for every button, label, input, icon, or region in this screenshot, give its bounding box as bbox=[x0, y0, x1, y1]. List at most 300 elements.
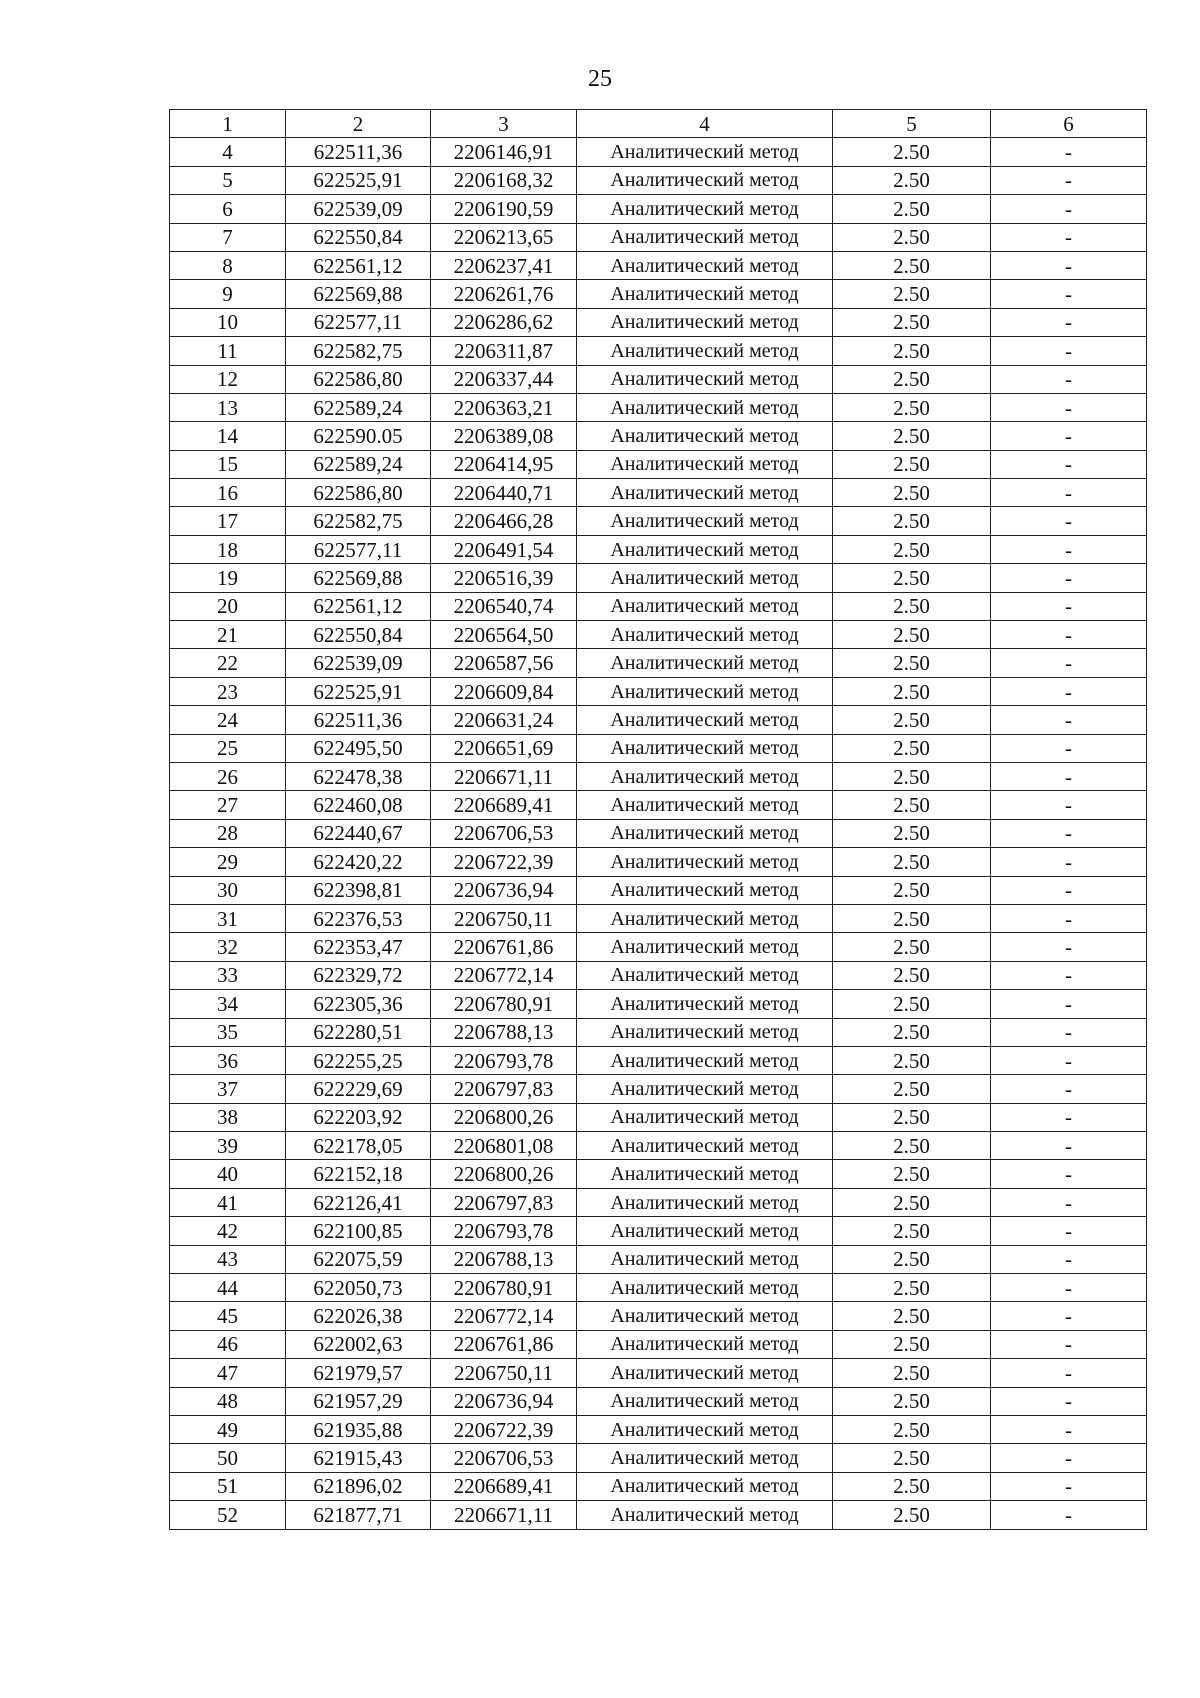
table-row bbox=[170, 1132, 1147, 1160]
table-row bbox=[170, 1415, 1147, 1443]
accuracy-cell: 2.50 bbox=[833, 904, 991, 932]
y-coordinate-cell: 2206761,86 bbox=[431, 933, 577, 961]
accuracy-cell: 2.50 bbox=[833, 592, 991, 620]
accuracy-cell: 2.50 bbox=[833, 677, 991, 705]
y-coordinate-cell: 2206750,11 bbox=[431, 904, 577, 932]
accuracy-cell: 2.50 bbox=[833, 507, 991, 535]
x-coordinate-cell: 622050,73 bbox=[286, 1274, 431, 1302]
point-number-cell: 4 bbox=[170, 138, 286, 166]
table-row bbox=[170, 1274, 1147, 1302]
method-cell: Аналитический метод bbox=[577, 1103, 833, 1131]
note-cell: - bbox=[991, 195, 1147, 223]
note-cell: - bbox=[991, 337, 1147, 365]
note-cell: - bbox=[991, 393, 1147, 421]
y-coordinate-cell: 2206389,08 bbox=[431, 422, 577, 450]
method-cell: Аналитический метод bbox=[577, 592, 833, 620]
x-coordinate-cell: 622586,80 bbox=[286, 479, 431, 507]
point-number-cell: 39 bbox=[170, 1132, 286, 1160]
table-row bbox=[170, 592, 1147, 620]
accuracy-cell: 2.50 bbox=[833, 535, 991, 563]
point-number-cell: 15 bbox=[170, 450, 286, 478]
accuracy-cell: 2.50 bbox=[833, 848, 991, 876]
y-coordinate-cell: 2206772,14 bbox=[431, 961, 577, 989]
method-cell: Аналитический метод bbox=[577, 848, 833, 876]
table-row bbox=[170, 1188, 1147, 1216]
x-coordinate-cell: 622561,12 bbox=[286, 251, 431, 279]
note-cell: - bbox=[991, 1217, 1147, 1245]
method-cell: Аналитический метод bbox=[577, 961, 833, 989]
point-number-cell: 41 bbox=[170, 1188, 286, 1216]
point-number-cell: 46 bbox=[170, 1330, 286, 1358]
y-coordinate-cell: 2206722,39 bbox=[431, 848, 577, 876]
point-number-cell: 5 bbox=[170, 166, 286, 194]
point-number-cell: 25 bbox=[170, 734, 286, 762]
accuracy-cell: 2.50 bbox=[833, 564, 991, 592]
note-cell: - bbox=[991, 1103, 1147, 1131]
y-coordinate-cell: 2206797,83 bbox=[431, 1188, 577, 1216]
x-coordinate-cell: 622582,75 bbox=[286, 507, 431, 535]
point-number-cell: 38 bbox=[170, 1103, 286, 1131]
x-coordinate-cell: 622577,11 bbox=[286, 308, 431, 336]
y-coordinate-cell: 2206261,76 bbox=[431, 280, 577, 308]
table-row bbox=[170, 677, 1147, 705]
point-number-cell: 44 bbox=[170, 1274, 286, 1302]
point-number-cell: 51 bbox=[170, 1472, 286, 1500]
method-cell: Аналитический метод bbox=[577, 677, 833, 705]
point-number-cell: 37 bbox=[170, 1075, 286, 1103]
x-coordinate-cell: 622376,53 bbox=[286, 904, 431, 932]
accuracy-cell: 2.50 bbox=[833, 365, 991, 393]
y-coordinate-cell: 2206706,53 bbox=[431, 819, 577, 847]
note-cell: - bbox=[991, 592, 1147, 620]
method-cell: Аналитический метод bbox=[577, 990, 833, 1018]
table-row bbox=[170, 933, 1147, 961]
note-cell: - bbox=[991, 1501, 1147, 1529]
note-cell: - bbox=[991, 138, 1147, 166]
table-header bbox=[170, 110, 1147, 138]
y-coordinate-cell: 2206689,41 bbox=[431, 1472, 577, 1500]
method-cell: Аналитический метод bbox=[577, 706, 833, 734]
column-header: 2 bbox=[286, 110, 431, 138]
point-number-cell: 22 bbox=[170, 649, 286, 677]
table-row bbox=[170, 762, 1147, 790]
note-cell: - bbox=[991, 734, 1147, 762]
table-row bbox=[170, 1217, 1147, 1245]
accuracy-cell: 2.50 bbox=[833, 280, 991, 308]
x-coordinate-cell: 622539,09 bbox=[286, 195, 431, 223]
table-row bbox=[170, 1245, 1147, 1273]
method-cell: Аналитический метод bbox=[577, 1359, 833, 1387]
table-row bbox=[170, 507, 1147, 535]
accuracy-cell: 2.50 bbox=[833, 621, 991, 649]
y-coordinate-cell: 2206797,83 bbox=[431, 1075, 577, 1103]
accuracy-cell: 2.50 bbox=[833, 1415, 991, 1443]
table-row bbox=[170, 734, 1147, 762]
x-coordinate-cell: 622178,05 bbox=[286, 1132, 431, 1160]
point-number-cell: 7 bbox=[170, 223, 286, 251]
method-cell: Аналитический метод bbox=[577, 1415, 833, 1443]
column-header: 3 bbox=[431, 110, 577, 138]
x-coordinate-cell: 621877,71 bbox=[286, 1501, 431, 1529]
table-row bbox=[170, 1501, 1147, 1529]
method-cell: Аналитический метод bbox=[577, 393, 833, 421]
note-cell: - bbox=[991, 1245, 1147, 1273]
note-cell: - bbox=[991, 762, 1147, 790]
method-cell: Аналитический метод bbox=[577, 904, 833, 932]
method-cell: Аналитический метод bbox=[577, 1330, 833, 1358]
method-cell: Аналитический метод bbox=[577, 223, 833, 251]
table-body bbox=[170, 138, 1147, 1529]
table-row bbox=[170, 1472, 1147, 1500]
point-number-cell: 30 bbox=[170, 876, 286, 904]
x-coordinate-cell: 622550,84 bbox=[286, 621, 431, 649]
method-cell: Аналитический метод bbox=[577, 1387, 833, 1415]
table-row bbox=[170, 393, 1147, 421]
x-coordinate-cell: 621979,57 bbox=[286, 1359, 431, 1387]
x-coordinate-cell: 622589,24 bbox=[286, 393, 431, 421]
note-cell: - bbox=[991, 1472, 1147, 1500]
accuracy-cell: 2.50 bbox=[833, 223, 991, 251]
x-coordinate-cell: 622561,12 bbox=[286, 592, 431, 620]
y-coordinate-cell: 2206516,39 bbox=[431, 564, 577, 592]
coordinates-table bbox=[169, 109, 1147, 1530]
method-cell: Аналитический метод bbox=[577, 1274, 833, 1302]
accuracy-cell: 2.50 bbox=[833, 649, 991, 677]
note-cell: - bbox=[991, 621, 1147, 649]
point-number-cell: 40 bbox=[170, 1160, 286, 1188]
method-cell: Аналитический метод bbox=[577, 1245, 833, 1273]
accuracy-cell: 2.50 bbox=[833, 1387, 991, 1415]
x-coordinate-cell: 622002,63 bbox=[286, 1330, 431, 1358]
point-number-cell: 34 bbox=[170, 990, 286, 1018]
table-row bbox=[170, 479, 1147, 507]
note-cell: - bbox=[991, 1046, 1147, 1074]
accuracy-cell: 2.50 bbox=[833, 479, 991, 507]
y-coordinate-cell: 2206671,11 bbox=[431, 762, 577, 790]
accuracy-cell: 2.50 bbox=[833, 1217, 991, 1245]
column-header: 1 bbox=[170, 110, 286, 138]
y-coordinate-cell: 2206750,11 bbox=[431, 1359, 577, 1387]
table-row bbox=[170, 1330, 1147, 1358]
point-number-cell: 11 bbox=[170, 337, 286, 365]
point-number-cell: 27 bbox=[170, 791, 286, 819]
y-coordinate-cell: 2206761,86 bbox=[431, 1330, 577, 1358]
note-cell: - bbox=[991, 848, 1147, 876]
x-coordinate-cell: 622075,59 bbox=[286, 1245, 431, 1273]
point-number-cell: 16 bbox=[170, 479, 286, 507]
table-row bbox=[170, 990, 1147, 1018]
y-coordinate-cell: 2206706,53 bbox=[431, 1444, 577, 1472]
method-cell: Аналитический метод bbox=[577, 621, 833, 649]
accuracy-cell: 2.50 bbox=[833, 1245, 991, 1273]
point-number-cell: 47 bbox=[170, 1359, 286, 1387]
x-coordinate-cell: 622329,72 bbox=[286, 961, 431, 989]
accuracy-cell: 2.50 bbox=[833, 762, 991, 790]
accuracy-cell: 2.50 bbox=[833, 1444, 991, 1472]
accuracy-cell: 2.50 bbox=[833, 422, 991, 450]
accuracy-cell: 2.50 bbox=[833, 1472, 991, 1500]
note-cell: - bbox=[991, 1359, 1147, 1387]
y-coordinate-cell: 2206722,39 bbox=[431, 1415, 577, 1443]
accuracy-cell: 2.50 bbox=[833, 734, 991, 762]
y-coordinate-cell: 2206736,94 bbox=[431, 1387, 577, 1415]
x-coordinate-cell: 622420,22 bbox=[286, 848, 431, 876]
method-cell: Аналитический метод bbox=[577, 1302, 833, 1330]
x-coordinate-cell: 622569,88 bbox=[286, 564, 431, 592]
header-row bbox=[170, 110, 1147, 138]
table-row bbox=[170, 649, 1147, 677]
method-cell: Аналитический метод bbox=[577, 138, 833, 166]
y-coordinate-cell: 2206772,14 bbox=[431, 1302, 577, 1330]
y-coordinate-cell: 2206609,84 bbox=[431, 677, 577, 705]
table-row bbox=[170, 961, 1147, 989]
note-cell: - bbox=[991, 961, 1147, 989]
y-coordinate-cell: 2206793,78 bbox=[431, 1217, 577, 1245]
method-cell: Аналитический метод bbox=[577, 819, 833, 847]
table-row bbox=[170, 535, 1147, 563]
accuracy-cell: 2.50 bbox=[833, 138, 991, 166]
y-coordinate-cell: 2206793,78 bbox=[431, 1046, 577, 1074]
table-row bbox=[170, 1160, 1147, 1188]
method-cell: Аналитический метод bbox=[577, 762, 833, 790]
page-number: 25 bbox=[588, 66, 612, 92]
x-coordinate-cell: 622495,50 bbox=[286, 734, 431, 762]
x-coordinate-cell: 622460,08 bbox=[286, 791, 431, 819]
y-coordinate-cell: 2206736,94 bbox=[431, 876, 577, 904]
point-number-cell: 23 bbox=[170, 677, 286, 705]
table-row bbox=[170, 450, 1147, 478]
note-cell: - bbox=[991, 649, 1147, 677]
accuracy-cell: 2.50 bbox=[833, 1132, 991, 1160]
x-coordinate-cell: 622511,36 bbox=[286, 138, 431, 166]
note-cell: - bbox=[991, 1302, 1147, 1330]
point-number-cell: 14 bbox=[170, 422, 286, 450]
y-coordinate-cell: 2206651,69 bbox=[431, 734, 577, 762]
table-row bbox=[170, 365, 1147, 393]
note-cell: - bbox=[991, 1330, 1147, 1358]
accuracy-cell: 2.50 bbox=[833, 876, 991, 904]
accuracy-cell: 2.50 bbox=[833, 1501, 991, 1529]
x-coordinate-cell: 622100,85 bbox=[286, 1217, 431, 1245]
accuracy-cell: 2.50 bbox=[833, 1160, 991, 1188]
accuracy-cell: 2.50 bbox=[833, 195, 991, 223]
note-cell: - bbox=[991, 876, 1147, 904]
table-row bbox=[170, 1018, 1147, 1046]
table-row bbox=[170, 166, 1147, 194]
x-coordinate-cell: 622126,41 bbox=[286, 1188, 431, 1216]
x-coordinate-cell: 622577,11 bbox=[286, 535, 431, 563]
table-row bbox=[170, 308, 1147, 336]
method-cell: Аналитический метод bbox=[577, 280, 833, 308]
note-cell: - bbox=[991, 1132, 1147, 1160]
method-cell: Аналитический метод bbox=[577, 337, 833, 365]
note-cell: - bbox=[991, 677, 1147, 705]
note-cell: - bbox=[991, 166, 1147, 194]
note-cell: - bbox=[991, 507, 1147, 535]
y-coordinate-cell: 2206788,13 bbox=[431, 1018, 577, 1046]
note-cell: - bbox=[991, 1415, 1147, 1443]
note-cell: - bbox=[991, 1018, 1147, 1046]
accuracy-cell: 2.50 bbox=[833, 450, 991, 478]
accuracy-cell: 2.50 bbox=[833, 1075, 991, 1103]
table-row bbox=[170, 819, 1147, 847]
method-cell: Аналитический метод bbox=[577, 507, 833, 535]
method-cell: Аналитический метод bbox=[577, 1132, 833, 1160]
table-row bbox=[170, 138, 1147, 166]
y-coordinate-cell: 2206780,91 bbox=[431, 1274, 577, 1302]
x-coordinate-cell: 622525,91 bbox=[286, 677, 431, 705]
x-coordinate-cell: 622589,24 bbox=[286, 450, 431, 478]
y-coordinate-cell: 2206168,32 bbox=[431, 166, 577, 194]
y-coordinate-cell: 2206800,26 bbox=[431, 1160, 577, 1188]
note-cell: - bbox=[991, 365, 1147, 393]
method-cell: Аналитический метод bbox=[577, 450, 833, 478]
accuracy-cell: 2.50 bbox=[833, 308, 991, 336]
accuracy-cell: 2.50 bbox=[833, 1330, 991, 1358]
y-coordinate-cell: 2206564,50 bbox=[431, 621, 577, 649]
accuracy-cell: 2.50 bbox=[833, 706, 991, 734]
point-number-cell: 10 bbox=[170, 308, 286, 336]
accuracy-cell: 2.50 bbox=[833, 791, 991, 819]
method-cell: Аналитический метод bbox=[577, 422, 833, 450]
x-coordinate-cell: 622305,36 bbox=[286, 990, 431, 1018]
y-coordinate-cell: 2206440,71 bbox=[431, 479, 577, 507]
y-coordinate-cell: 2206190,59 bbox=[431, 195, 577, 223]
y-coordinate-cell: 2206414,95 bbox=[431, 450, 577, 478]
method-cell: Аналитический метод bbox=[577, 166, 833, 194]
x-coordinate-cell: 621896,02 bbox=[286, 1472, 431, 1500]
accuracy-cell: 2.50 bbox=[833, 1103, 991, 1131]
point-number-cell: 42 bbox=[170, 1217, 286, 1245]
method-cell: Аналитический метод bbox=[577, 564, 833, 592]
method-cell: Аналитический метод bbox=[577, 933, 833, 961]
accuracy-cell: 2.50 bbox=[833, 393, 991, 421]
accuracy-cell: 2.50 bbox=[833, 1274, 991, 1302]
point-number-cell: 8 bbox=[170, 251, 286, 279]
accuracy-cell: 2.50 bbox=[833, 961, 991, 989]
note-cell: - bbox=[991, 535, 1147, 563]
point-number-cell: 31 bbox=[170, 904, 286, 932]
note-cell: - bbox=[991, 1160, 1147, 1188]
x-coordinate-cell: 622440,67 bbox=[286, 819, 431, 847]
point-number-cell: 13 bbox=[170, 393, 286, 421]
point-number-cell: 52 bbox=[170, 1501, 286, 1529]
table-row bbox=[170, 251, 1147, 279]
x-coordinate-cell: 622026,38 bbox=[286, 1302, 431, 1330]
accuracy-cell: 2.50 bbox=[833, 1046, 991, 1074]
x-coordinate-cell: 622229,69 bbox=[286, 1075, 431, 1103]
y-coordinate-cell: 2206780,91 bbox=[431, 990, 577, 1018]
x-coordinate-cell: 621957,29 bbox=[286, 1387, 431, 1415]
method-cell: Аналитический метод bbox=[577, 876, 833, 904]
point-number-cell: 35 bbox=[170, 1018, 286, 1046]
table-row bbox=[170, 1302, 1147, 1330]
table-row bbox=[170, 1359, 1147, 1387]
point-number-cell: 28 bbox=[170, 819, 286, 847]
y-coordinate-cell: 2206466,28 bbox=[431, 507, 577, 535]
table-row bbox=[170, 223, 1147, 251]
y-coordinate-cell: 2206146,91 bbox=[431, 138, 577, 166]
y-coordinate-cell: 2206213,65 bbox=[431, 223, 577, 251]
point-number-cell: 9 bbox=[170, 280, 286, 308]
y-coordinate-cell: 2206363,21 bbox=[431, 393, 577, 421]
method-cell: Аналитический метод bbox=[577, 365, 833, 393]
note-cell: - bbox=[991, 479, 1147, 507]
note-cell: - bbox=[991, 422, 1147, 450]
y-coordinate-cell: 2206671,11 bbox=[431, 1501, 577, 1529]
point-number-cell: 18 bbox=[170, 535, 286, 563]
x-coordinate-cell: 622590.05 bbox=[286, 422, 431, 450]
method-cell: Аналитический метод bbox=[577, 479, 833, 507]
table-row bbox=[170, 1103, 1147, 1131]
point-number-cell: 32 bbox=[170, 933, 286, 961]
y-coordinate-cell: 2206800,26 bbox=[431, 1103, 577, 1131]
point-number-cell: 21 bbox=[170, 621, 286, 649]
point-number-cell: 43 bbox=[170, 1245, 286, 1273]
point-number-cell: 49 bbox=[170, 1415, 286, 1443]
x-coordinate-cell: 621935,88 bbox=[286, 1415, 431, 1443]
method-cell: Аналитический метод bbox=[577, 1018, 833, 1046]
table-row bbox=[170, 195, 1147, 223]
accuracy-cell: 2.50 bbox=[833, 819, 991, 847]
point-number-cell: 24 bbox=[170, 706, 286, 734]
x-coordinate-cell: 622525,91 bbox=[286, 166, 431, 194]
y-coordinate-cell: 2206540,74 bbox=[431, 592, 577, 620]
y-coordinate-cell: 2206689,41 bbox=[431, 791, 577, 819]
note-cell: - bbox=[991, 1274, 1147, 1302]
x-coordinate-cell: 622550,84 bbox=[286, 223, 431, 251]
y-coordinate-cell: 2206337,44 bbox=[431, 365, 577, 393]
x-coordinate-cell: 622280,51 bbox=[286, 1018, 431, 1046]
accuracy-cell: 2.50 bbox=[833, 337, 991, 365]
note-cell: - bbox=[991, 819, 1147, 847]
point-number-cell: 17 bbox=[170, 507, 286, 535]
accuracy-cell: 2.50 bbox=[833, 990, 991, 1018]
y-coordinate-cell: 2206587,56 bbox=[431, 649, 577, 677]
accuracy-cell: 2.50 bbox=[833, 1359, 991, 1387]
note-cell: - bbox=[991, 564, 1147, 592]
column-header: 4 bbox=[577, 110, 833, 138]
column-header: 6 bbox=[991, 110, 1147, 138]
point-number-cell: 20 bbox=[170, 592, 286, 620]
point-number-cell: 19 bbox=[170, 564, 286, 592]
accuracy-cell: 2.50 bbox=[833, 1188, 991, 1216]
table-row bbox=[170, 1046, 1147, 1074]
note-cell: - bbox=[991, 791, 1147, 819]
x-coordinate-cell: 622353,47 bbox=[286, 933, 431, 961]
accuracy-cell: 2.50 bbox=[833, 251, 991, 279]
note-cell: - bbox=[991, 933, 1147, 961]
x-coordinate-cell: 622255,25 bbox=[286, 1046, 431, 1074]
method-cell: Аналитический метод bbox=[577, 195, 833, 223]
accuracy-cell: 2.50 bbox=[833, 1018, 991, 1046]
table-row bbox=[170, 564, 1147, 592]
note-cell: - bbox=[991, 308, 1147, 336]
point-number-cell: 12 bbox=[170, 365, 286, 393]
point-number-cell: 33 bbox=[170, 961, 286, 989]
x-coordinate-cell: 622582,75 bbox=[286, 337, 431, 365]
point-number-cell: 26 bbox=[170, 762, 286, 790]
method-cell: Аналитический метод bbox=[577, 649, 833, 677]
x-coordinate-cell: 622398,81 bbox=[286, 876, 431, 904]
table-row bbox=[170, 706, 1147, 734]
note-cell: - bbox=[991, 1444, 1147, 1472]
x-coordinate-cell: 622569,88 bbox=[286, 280, 431, 308]
x-coordinate-cell: 622152,18 bbox=[286, 1160, 431, 1188]
y-coordinate-cell: 2206788,13 bbox=[431, 1245, 577, 1273]
note-cell: - bbox=[991, 1188, 1147, 1216]
column-header: 5 bbox=[833, 110, 991, 138]
